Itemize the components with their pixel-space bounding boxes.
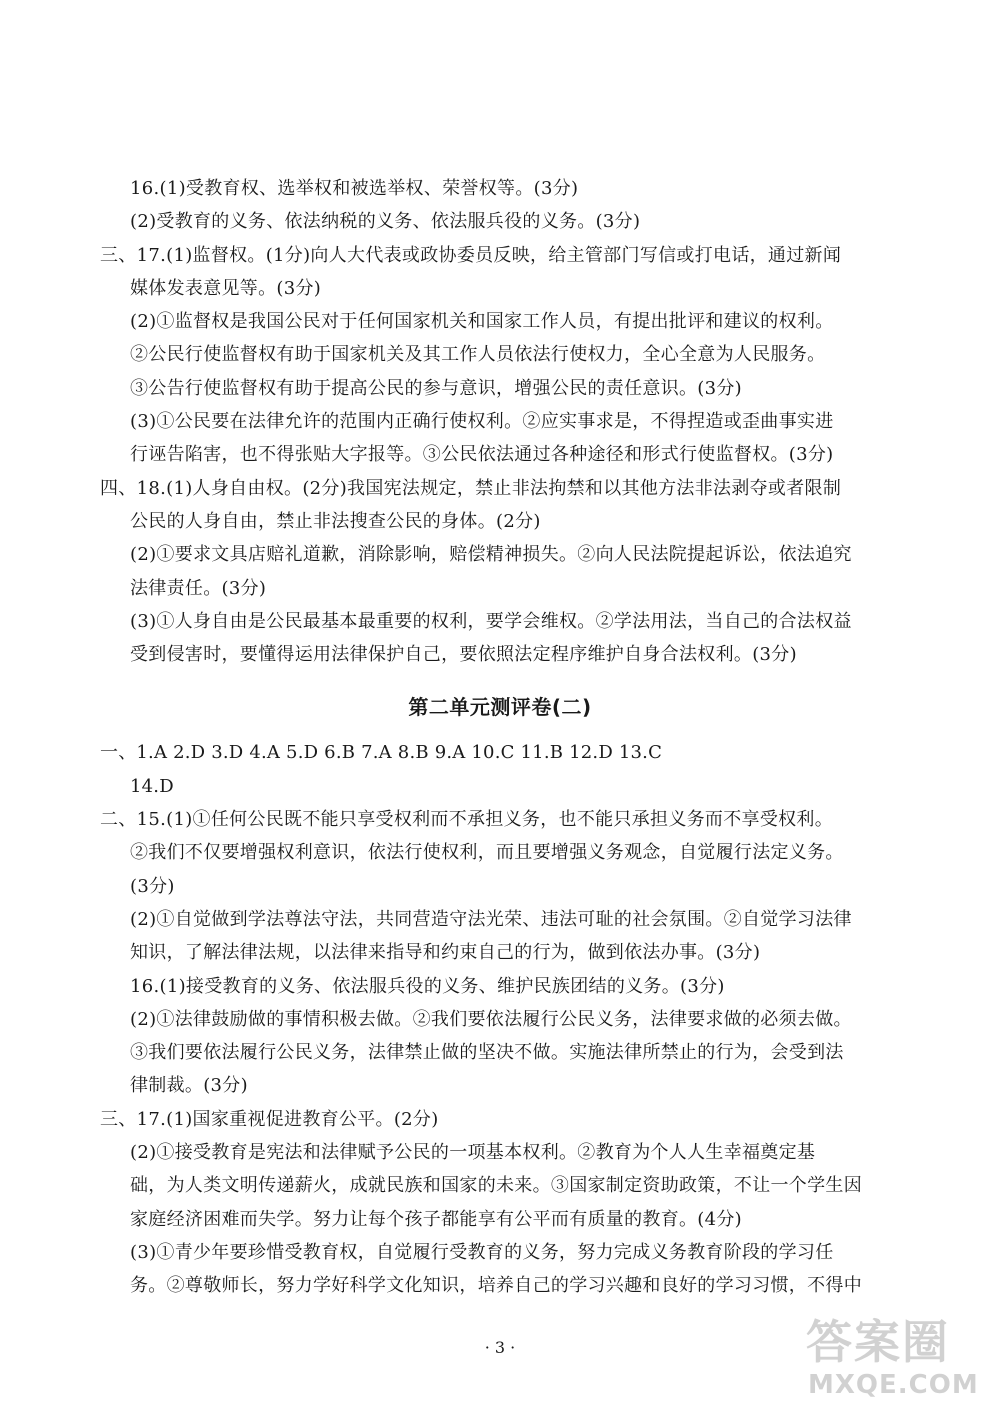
answer-content: [100, 172, 900, 1303]
answer-line: 法律责任。(3分): [130, 577, 267, 599]
answer-line: (2)①监督权是我国公民对于任何国家机关和国家工作人员，有提出批评和建议的权利。: [130, 311, 834, 333]
answer-line: 四、18.(1)人身自由权。(2分)我国宪法规定，禁止非法拘禁和以其他方法非法剥夺或者限制: [100, 477, 842, 499]
answer-line: 知识，了解法律法规，以法律来指导和约束自己的行为，做到依法办事。(3分): [130, 942, 761, 964]
mcq-answers-line: 14.D: [130, 775, 174, 797]
answer-line: ②我们不仅要增强权利意识，依法行使权利，而且要增强义务观念，自觉履行法定义务。: [130, 842, 844, 864]
answer-line: 16.(1)接受教育的义务、依法服兵役的义务、维护民族团结的义务。(3分): [130, 975, 725, 997]
answer-line: 务。②尊敬师长，努力学好科学文化知识，培养自己的学习兴趣和良好的学习习惯，不得中: [130, 1275, 862, 1297]
answer-line: 律制裁。(3分): [130, 1075, 248, 1097]
answer-line: 行诬告陷害，也不得张贴大字报等。③公民依法通过各种途径和形式行使监督权。(3分): [130, 444, 834, 466]
section-title: 第二单元测评卷(二): [408, 695, 592, 720]
page-number: · 3 ·: [484, 1338, 516, 1357]
answer-line: 受到侵害时，要懂得运用法律保护自己，要依照法定程序维护自身合法权利。(3分): [130, 644, 797, 666]
answer-line: (3)①人身自由是公民最基本最重要的权利，要学会维权。②学法用法，当自己的合法权益: [130, 610, 852, 632]
answer-line: (2)①法律鼓励做的事情积极去做。②我们要依法履行公民义务，法律要求做的必须去做。: [130, 1008, 852, 1030]
answer-line: 媒体发表意见等。(3分): [130, 277, 322, 299]
watermark-url-text: MXQE.COM: [808, 1370, 979, 1400]
site-watermark: [800, 1314, 978, 1406]
answer-line: 二、15.(1)①任何公民既不能只享受权利而不承担义务，也不能只承担义务而不享受权利。: [100, 809, 834, 831]
answer-line: (2)①自觉做到学法尊法守法，共同营造守法光荣、违法可耻的社会氛围。②自觉学习法律: [130, 908, 852, 930]
answer-line: ③我们要依法履行公民义务，法律禁止做的坚决不做。实施法律所禁止的行为，会受到法: [130, 1042, 844, 1064]
mcq-answers-line: 一、1.A 2.D 3.D 4.A 5.D 6.B 7.A 8.B 9.A 10.C 11.B 12.D 13.C: [100, 742, 663, 764]
answer-line: (2)①接受教育是宪法和法律赋予公民的一项基本权利。②教育为个人人生幸福奠定基: [130, 1142, 816, 1164]
answer-line: (2)①要求文具店赔礼道歉，消除影响，赔偿精神损失。②向人民法院提起诉讼，依法追究: [130, 544, 852, 566]
answer-line: (3)①青少年要珍惜受教育权，自觉履行受教育的义务，努力完成义务教育阶段的学习任: [130, 1241, 834, 1263]
answer-line: 三、17.(1)监督权。(1分)向人大代表或政协委员反映，给主管部门写信或打电话，通过新闻: [100, 244, 842, 266]
answer-line: 公民的人身自由，禁止非法搜查公民的身体。(2分): [130, 510, 541, 532]
answer-line: (3)①公民要在法律允许的范围内正确行使权利。②应实事求是，不得捏造或歪曲事实进: [130, 411, 834, 433]
answer-line: 三、17.(1)国家重视促进教育公平。(2分): [100, 1108, 439, 1130]
watermark-logo-text: 答案圈: [806, 1315, 950, 1369]
answer-line: 16.(1)受教育权、选举权和被选举权、荣誉权等。(3分): [130, 178, 579, 199]
answer-line: ②公民行使监督权有助于国家机关及其工作人员依法行使权力，全心全意为人民服务。: [130, 344, 826, 366]
answer-line: 础，为人类文明传递薪火，成就民族和国家的未来。③国家制定资助政策，不让一个学生因: [130, 1175, 862, 1197]
answer-line: ③公告行使监督权有助于提高公民的参与意识，增强公民的责任意识。(3分): [130, 377, 742, 399]
answer-line: (2)受教育的义务、依法纳税的义务、依法服兵役的义务。(3分): [130, 211, 641, 233]
answer-line: 家庭经济困难而失学。努力让每个孩子都能享有公平而有质量的教育。(4分): [130, 1208, 742, 1230]
answer-line: (3分): [130, 875, 175, 897]
